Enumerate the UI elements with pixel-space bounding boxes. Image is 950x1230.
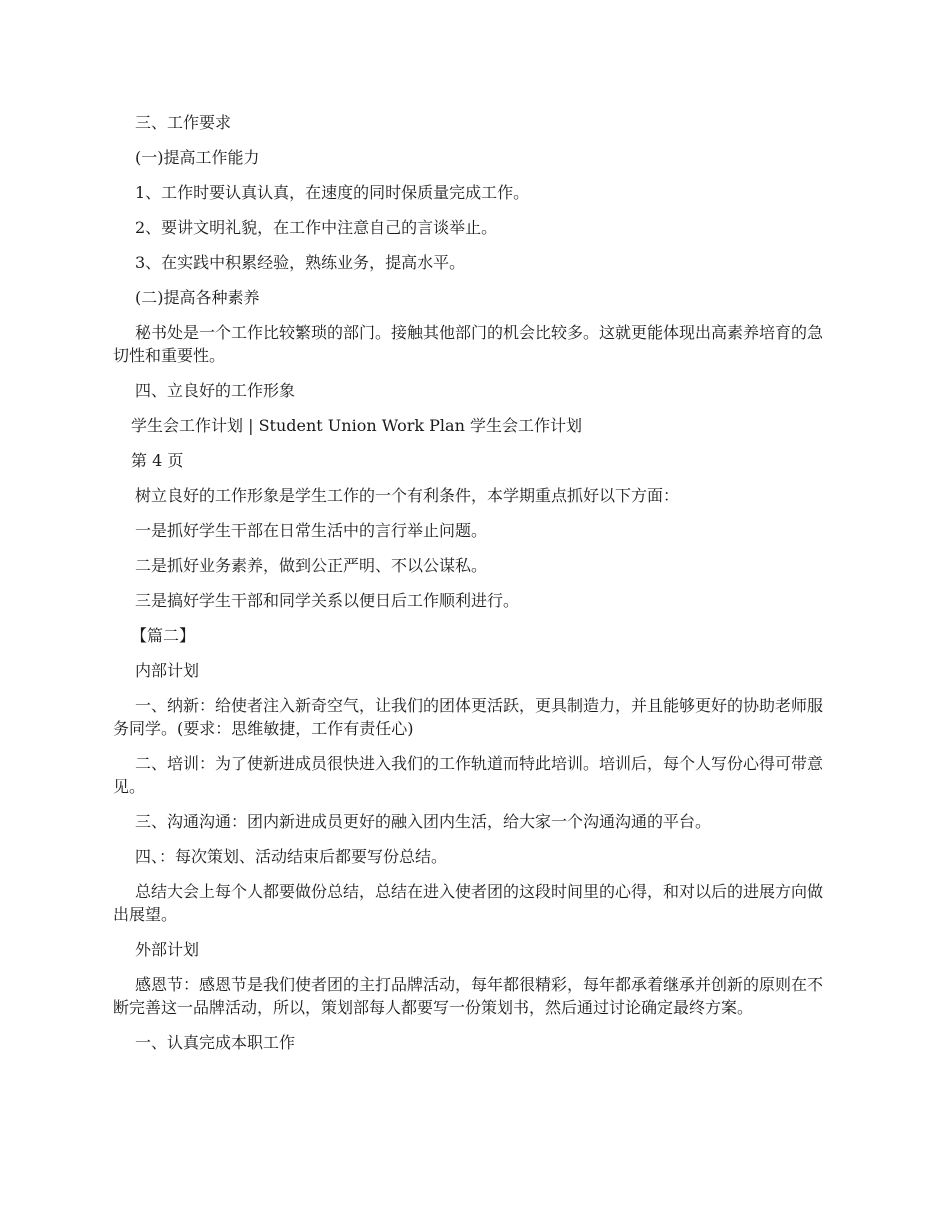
list-item: 3、在实践中积累经验，熟练业务，提高水平。	[135, 253, 466, 272]
part-heading: 【篇二】	[131, 626, 196, 645]
list-item: 二是抓好业务素养，做到公正严明、不以公谋私。	[135, 556, 488, 575]
subsection-heading-ability: (一)提高工作能力	[135, 148, 260, 167]
body-paragraph: 树立良好的工作形象是学生工作的一个有利条件，本学期重点抓好以下方面：	[135, 486, 680, 505]
body-paragraph: 二、培训：为了使新进成员很快进入我们的工作轨道而特此培训。培训后，每个人写份心得可带意见。	[113, 754, 824, 796]
section-heading-external-plan: 外部计划	[135, 940, 200, 959]
body-paragraph: 四、：每次策划、活动结束后都要写份总结。	[135, 847, 448, 866]
body-paragraph: 总结大会上每个人都要做份总结，总结在进入使者团的这段时间里的心得，和对以后的进展方向做出展望。	[113, 882, 824, 924]
list-item: 三是搞好学生干部和同学关系以便日后工作顺利进行。	[135, 591, 520, 610]
body-paragraph: 一、纳新：给使者注入新奇空气，让我们的团体更活跃，更具制造力，并且能够更好的协助老师服务同学。(要求：思维敏捷，工作有责任心)	[113, 696, 824, 738]
subsection-heading-quality: (二)提高各种素养	[135, 288, 260, 307]
page-number: 第 4 页	[131, 451, 184, 470]
body-paragraph: 三、沟通沟通：团内新进成员更好的融入团内生活，给大家一个沟通沟通的平台。	[135, 812, 712, 831]
section-heading-work-requirements: 三、工作要求	[135, 113, 232, 132]
list-item: 1、工作时要认真认真，在速度的同时保质量完成工作。	[135, 183, 530, 202]
section-heading-image: 四、立良好的工作形象	[135, 381, 296, 400]
list-item: 2、要讲文明礼貌，在工作中注意自己的言谈举止。	[135, 218, 498, 237]
body-paragraph: 感恩节：感恩节是我们使者团的主打品牌活动，每年都很精彩，每年都承着继承并创新的原则在不断完善这一品牌活动，所以，策划部每人都要写一份策划书，然后通过讨论确定最终方案。	[113, 975, 824, 1017]
list-item: 一是抓好学生干部在日常生活中的言行举止问题。	[135, 521, 488, 540]
document-body	[113, 111, 833, 1066]
section-heading-internal-plan: 内部计划	[135, 661, 200, 680]
running-header: 学生会工作计划 | Student Union Work Plan 学生会工作计划	[131, 416, 582, 435]
body-paragraph: 秘书处是一个工作比较繁琐的部门。接触其他部门的机会比较多。这就更能体现出高素养培育的急切性和重要性。	[113, 323, 824, 365]
section-heading-duties: 一、认真完成本职工作	[135, 1033, 296, 1052]
